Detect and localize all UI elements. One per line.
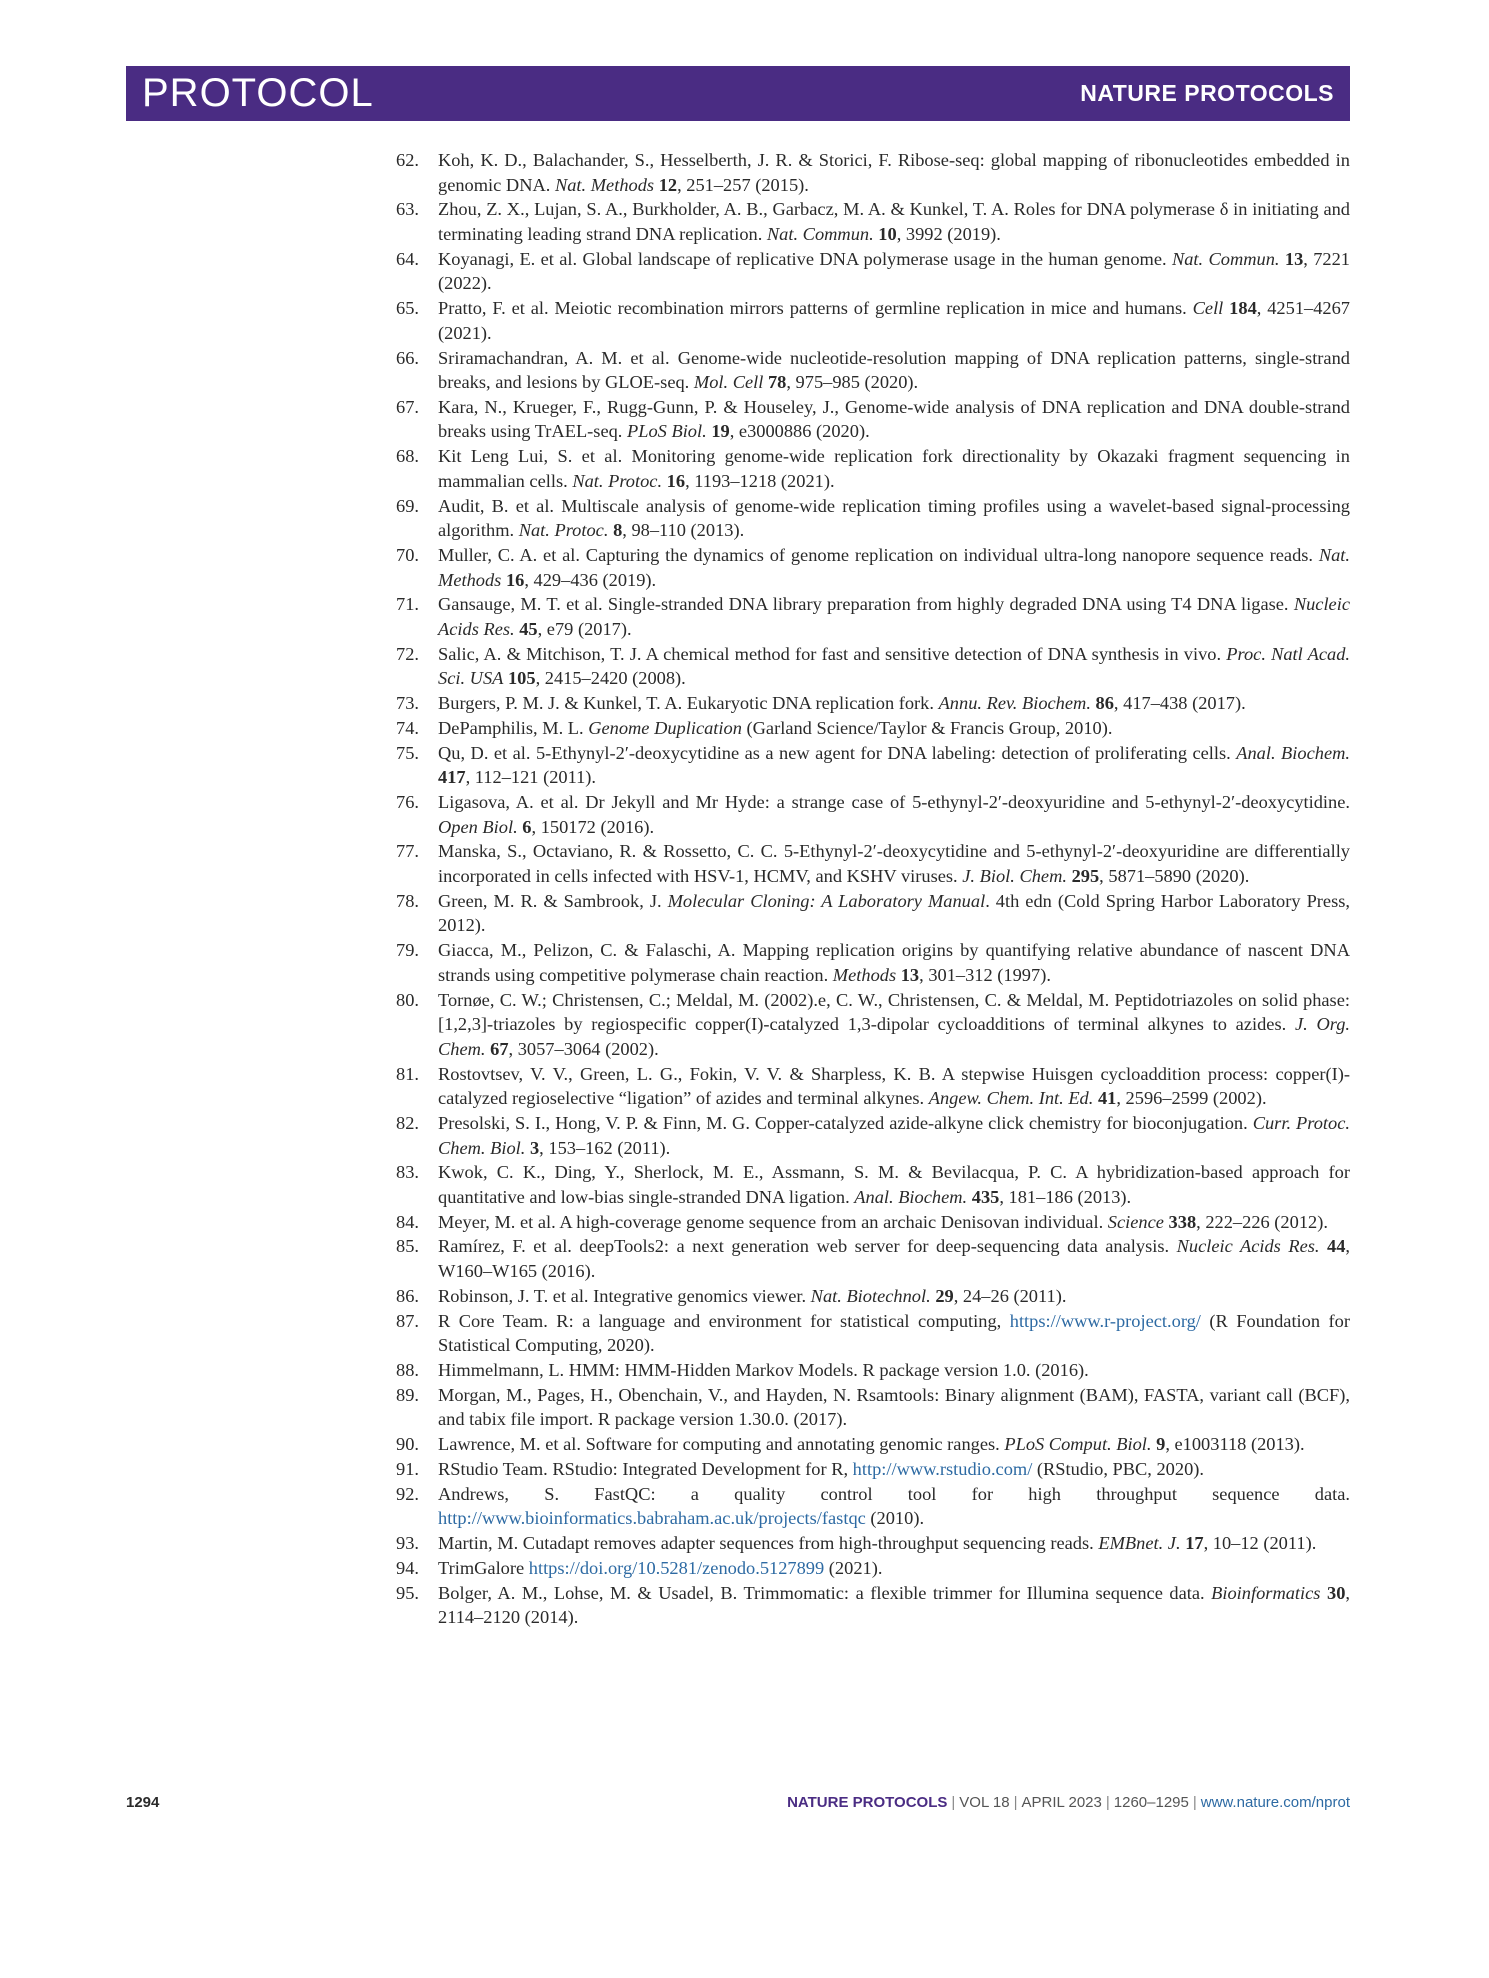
reference-number: 85. bbox=[396, 1236, 419, 1257]
volume-number: 13 bbox=[900, 964, 920, 985]
journal-title: PLoS Comput. Biol. bbox=[1004, 1434, 1152, 1455]
reference-number: 75. bbox=[396, 742, 419, 763]
footer-pages: 1260–1295 bbox=[1113, 1794, 1189, 1811]
reference-text: Morgan, M., Pages, H., Obenchain, V., and Hayden, N. Rsamtools: Binary alignment (BAM), FASTA, variant call (BCF), and tabix file import. R package version 1.30.0. (2017). bbox=[438, 1384, 1350, 1430]
reference-text: Muller, C. A. et al. Capturing the dynamics of genome replication on individual ultra-long nanopore sequence reads. bbox=[438, 545, 1319, 565]
volume-number: 10 bbox=[878, 223, 897, 244]
journal-title: PLoS Biol. bbox=[627, 421, 707, 442]
journal-title: Annu. Rev. Biochem. bbox=[938, 693, 1091, 714]
reference-text: (Garland Science/Taylor & Francis Group, 2010). bbox=[741, 717, 1113, 738]
volume-number: 3 bbox=[529, 1137, 540, 1158]
reference-text: , 417–438 (2017). bbox=[1113, 693, 1246, 714]
volume-number: 8 bbox=[613, 520, 623, 541]
volume-number: 295 bbox=[1071, 866, 1100, 887]
reference-text: Himmelmann, L. HMM: HMM-Hidden Markov Models. R package version 1.0. (2016). bbox=[438, 1359, 1089, 1380]
reference-number: 69. bbox=[396, 495, 419, 516]
reference-text: , 10–12 (2011). bbox=[1203, 1533, 1317, 1554]
reference-item bbox=[396, 1111, 1350, 1160]
reference-text bbox=[1320, 1236, 1328, 1256]
reference-number: 67. bbox=[396, 396, 419, 417]
reference-text: , e79 (2017). bbox=[537, 618, 632, 639]
reference-text: , 975–985 (2020). bbox=[786, 372, 919, 393]
reference-text: , 222–226 (2012). bbox=[1196, 1211, 1328, 1232]
reference-text: Rostovtsev, V. V., Green, L. G., Fokin, V. V. & Sharpless, K. B. A stepwise Huisgen cycloaddition process: copper(I)-catalyzed regioselective “ligation” of azides and terminal alkynes. bbox=[438, 1063, 1350, 1109]
reference-text: Sriramachandran, A. M. et al. Genome-wide nucleotide-resolution mapping of DNA replication patterns, single-strand breaks, and lesions by GLOE-seq. bbox=[438, 347, 1350, 393]
reference-link[interactable]: https://www.r-project.org/ bbox=[1009, 1310, 1201, 1331]
journal-title: Cell bbox=[1192, 298, 1224, 319]
volume-number: 105 bbox=[507, 668, 536, 689]
reference-number: 93. bbox=[396, 1533, 419, 1554]
volume-number: 17 bbox=[1185, 1533, 1204, 1554]
reference-text: Giacca, M., Pelizon, C. & Falaschi, A. Mapping replication origins by quantifying relative abundance of nascent DNA strands using competitive polymerase chain reaction. bbox=[438, 940, 1350, 985]
reference-item bbox=[396, 839, 1350, 888]
reference-text: Salic, A. & Mitchison, T. J. A chemical method for fast and sensitive detection of DNA synthesis in vivo. bbox=[438, 643, 1227, 664]
reference-item bbox=[396, 1309, 1350, 1358]
reference-text: Gansauge, M. T. et al. Single-stranded DNA library preparation from highly degraded DNA using T4 DNA ligase. bbox=[438, 594, 1294, 615]
reference-text: Kara, N., Krueger, F., Rugg-Gunn, P. & Houseley, J., Genome-wide analysis of DNA replication and DNA double-strand breaks using TrAEL-seq. bbox=[438, 396, 1350, 442]
journal-title: Nat. Biotechnol. bbox=[810, 1285, 931, 1306]
reference-link[interactable]: http://www.rstudio.com/ bbox=[852, 1458, 1033, 1479]
reference-item bbox=[396, 889, 1350, 938]
reference-number: 79. bbox=[396, 940, 419, 961]
volume-number: 16 bbox=[666, 470, 686, 491]
reference-number: 70. bbox=[396, 545, 419, 565]
reference-number: 89. bbox=[396, 1384, 419, 1405]
journal-title: Nucleic Acids Res. bbox=[438, 594, 1350, 639]
reference-number: 84. bbox=[396, 1211, 419, 1232]
reference-text: Qu, D. et al. 5-Ethynyl-2′-deoxycytidine as a new agent for DNA labeling: detection of proliferating cells. bbox=[438, 742, 1237, 763]
reference-text: . 4th edn (Cold Spring Harbor Laboratory Press, 2012). bbox=[438, 890, 1350, 936]
reference-number: 86. bbox=[396, 1285, 419, 1306]
volume-number: 30 bbox=[1327, 1582, 1346, 1603]
reference-text: , 2114–2120 (2014). bbox=[438, 1582, 1350, 1628]
journal-title: Nucleic Acids Res. bbox=[1176, 1236, 1320, 1257]
reference-text: (RStudio, PBC, 2020). bbox=[1032, 1458, 1204, 1479]
footer-url[interactable]: www.nature.com/nprot bbox=[1200, 1794, 1350, 1811]
reference-text: RStudio Team. RStudio: Integrated Development for R, bbox=[438, 1458, 853, 1479]
footer-volume: VOL 18 bbox=[959, 1794, 1010, 1811]
reference-text: , 98–110 (2013). bbox=[622, 520, 745, 541]
reference-text: TrimGalore bbox=[438, 1557, 529, 1578]
journal-title: Molecular Cloning: A Laboratory Manual bbox=[667, 890, 986, 911]
section-label: PROTOCOL bbox=[142, 71, 374, 115]
reference-number: 78. bbox=[396, 890, 419, 911]
volume-number: 435 bbox=[971, 1186, 1000, 1207]
reference-text: R Core Team. R: a language and environment for statistical computing, bbox=[438, 1310, 1010, 1331]
reference-item bbox=[396, 938, 1350, 987]
reference-number: 71. bbox=[396, 594, 419, 615]
journal-title: Curr. Protoc. Chem. Biol. bbox=[438, 1112, 1350, 1158]
reference-number: 80. bbox=[396, 989, 419, 1010]
volume-number: 41 bbox=[1097, 1088, 1117, 1109]
reference-text: , 3992 (2019). bbox=[896, 223, 1001, 244]
reference-item bbox=[396, 197, 1350, 246]
reference-link[interactable]: https://doi.org/10.5281/zenodo.5127899 bbox=[528, 1557, 825, 1578]
reference-number: 65. bbox=[396, 298, 419, 319]
journal-title: J. Biol. Chem. bbox=[962, 866, 1067, 887]
reference-text: , 1193–1218 (2021). bbox=[685, 470, 835, 491]
reference-link[interactable]: http://www.bioinformatics.babraham.ac.uk/projects/fastqc bbox=[438, 1508, 866, 1529]
reference-text: Burgers, P. M. J. & Kunkel, T. A. Eukaryotic DNA replication fork. bbox=[438, 693, 939, 714]
reference-text: , 24–26 (2011). bbox=[953, 1285, 1067, 1306]
volume-number: 78 bbox=[767, 372, 787, 393]
reference-item bbox=[396, 494, 1350, 543]
reference-item bbox=[396, 1210, 1350, 1235]
reference-item bbox=[396, 741, 1350, 790]
reference-text: DePamphilis, M. L. bbox=[438, 717, 589, 738]
reference-text: (R Foundation for Statistical Computing, 2020). bbox=[438, 1310, 1350, 1356]
journal-title: Nat. Methods bbox=[554, 174, 655, 195]
volume-number: 13 bbox=[1284, 248, 1304, 269]
reference-number: 88. bbox=[396, 1359, 419, 1380]
reference-item bbox=[396, 1062, 1350, 1111]
reference-number: 94. bbox=[396, 1557, 419, 1578]
journal-title: Nat. Methods bbox=[438, 545, 1350, 590]
reference-number: 64. bbox=[396, 248, 419, 269]
reference-item bbox=[396, 395, 1350, 444]
reference-item bbox=[396, 296, 1350, 345]
reference-text: Ramírez, F. et al. deepTools2: a next generation web server for deep-sequencing data analysis. bbox=[438, 1236, 1177, 1257]
reference-number: 83. bbox=[396, 1162, 419, 1183]
page-footer bbox=[126, 1794, 1350, 1818]
reference-number: 63. bbox=[396, 199, 419, 220]
journal-name: NATURE PROTOCOLS bbox=[1080, 80, 1334, 106]
journal-title: Mol. Cell bbox=[693, 372, 764, 393]
reference-text: , e1003118 (2013). bbox=[1165, 1434, 1305, 1455]
reference-number: 92. bbox=[396, 1483, 419, 1504]
reference-item bbox=[396, 1556, 1350, 1581]
reference-number: 77. bbox=[396, 841, 419, 862]
volume-number: 86 bbox=[1095, 693, 1114, 714]
reference-item bbox=[396, 444, 1350, 493]
reference-text: , 7221 (2022). bbox=[438, 248, 1350, 294]
journal-title: Genome Duplication bbox=[588, 717, 742, 738]
volume-number: 9 bbox=[1156, 1434, 1166, 1455]
reference-text: , W160–W165 (2016). bbox=[438, 1236, 1351, 1282]
journal-title: Anal. Biochem. bbox=[1236, 742, 1350, 763]
journal-title: Nat. Protoc. bbox=[572, 470, 663, 491]
reference-item bbox=[396, 1160, 1350, 1209]
reference-text: , 2415–2420 (2008). bbox=[535, 668, 686, 689]
reference-text: , 5871–5890 (2020). bbox=[1099, 866, 1250, 887]
reference-item bbox=[396, 148, 1350, 197]
reference-text: Pratto, F. et al. Meiotic recombination mirrors patterns of germline replication in mice and humans. bbox=[438, 298, 1193, 319]
reference-item bbox=[396, 592, 1350, 641]
reference-text: , 3057–3064 (2002). bbox=[508, 1038, 659, 1059]
journal-title: EMBnet. J. bbox=[1098, 1533, 1181, 1554]
reference-text: Ligasova, A. et al. Dr Jekyll and Mr Hyde: a strange case of 5-ethynyl-2′-deoxyuridine and 5-ethynyl-2′-deoxycytidine. bbox=[438, 792, 1350, 813]
reference-number: 82. bbox=[396, 1112, 419, 1133]
reference-number: 66. bbox=[396, 347, 419, 368]
reference-item bbox=[396, 642, 1350, 691]
journal-title: J. Org. Chem. bbox=[438, 1014, 1350, 1059]
reference-text: Green, M. R. & Sambrook, J. bbox=[438, 890, 668, 911]
reference-text: Audit, B. et al. Multiscale analysis of genome-wide replication timing profiles using a wavelet-based signal-processing algorithm. bbox=[438, 495, 1350, 541]
reference-number: 62. bbox=[396, 150, 419, 170]
reference-item bbox=[396, 1358, 1350, 1383]
reference-number: 76. bbox=[396, 792, 419, 813]
reference-text: Kit Leng Lui, S. et al. Monitoring genome-wide replication fork directionality by Okazaki fragment sequencing in mammalian cells. bbox=[438, 446, 1350, 491]
journal-title: Nat. Commun. bbox=[766, 223, 874, 244]
volume-number: 19 bbox=[711, 421, 730, 442]
volume-number: 338 bbox=[1168, 1211, 1197, 1232]
reference-list bbox=[396, 148, 1350, 1630]
journal-title: Angew. Chem. Int. Ed. bbox=[928, 1088, 1094, 1109]
reference-item bbox=[396, 1383, 1350, 1432]
reference-text: , 112–121 (2011). bbox=[465, 767, 597, 788]
volume-number: 6 bbox=[522, 816, 532, 837]
reference-text: Meyer, M. et al. A high-coverage genome sequence from an archaic Denisovan individual. bbox=[438, 1211, 1108, 1232]
reference-text: , 2596–2599 (2002). bbox=[1116, 1088, 1267, 1109]
journal-title: Proc. Natl Acad. Sci. USA bbox=[438, 643, 1350, 689]
reference-text: , e3000886 (2020). bbox=[729, 421, 870, 442]
journal-title: Science bbox=[1107, 1211, 1164, 1232]
volume-number: 184 bbox=[1229, 298, 1257, 319]
reference-item bbox=[396, 1531, 1350, 1556]
reference-text: Presolski, S. I., Hong, V. P. & Finn, M. G. Copper-catalyzed azide-alkyne click chemistry for bioconjugation. bbox=[438, 1112, 1253, 1133]
volume-number: 44 bbox=[1327, 1236, 1346, 1257]
volume-number: 12 bbox=[658, 174, 678, 195]
reference-item bbox=[396, 691, 1350, 716]
page-header bbox=[126, 66, 1350, 121]
reference-item bbox=[396, 1457, 1350, 1482]
reference-text: , 181–186 (2013). bbox=[999, 1186, 1132, 1207]
reference-text: Andrews, S. FastQC: a quality control tool for high throughput sequence data. bbox=[438, 1483, 1350, 1504]
reference-number: 72. bbox=[396, 643, 419, 664]
journal-title: Methods bbox=[832, 964, 897, 985]
reference-number: 95. bbox=[396, 1582, 419, 1603]
volume-number: 67 bbox=[490, 1038, 509, 1059]
journal-title: Anal. Biochem. bbox=[854, 1186, 968, 1207]
reference-text: , 150172 (2016). bbox=[531, 816, 655, 837]
reference-number: 74. bbox=[396, 717, 419, 738]
reference-text: Tornøe, C. W.; Christensen, C.; Meldal, M. (2002).e, C. W., Christensen, C. & Meldal, M. Peptidotriazoles on solid phase: [1,2,3]-triazoles by regiospecific copper(I)-catalyzed 1,3-dipolar cycloadditions of terminal alkynes to azides. bbox=[438, 989, 1350, 1035]
reference-item bbox=[396, 543, 1350, 592]
reference-text: Koyanagi, E. et al. Global landscape of replicative DNA polymerase usage in the human genome. bbox=[438, 248, 1172, 269]
reference-item bbox=[396, 247, 1350, 296]
reference-item bbox=[396, 1432, 1350, 1457]
reference-item bbox=[396, 1284, 1350, 1309]
reference-text: , 251–257 (2015). bbox=[677, 174, 809, 195]
footer-citation: NATURE PROTOCOLS | VOL 18 | APRIL 2023 | 1260–1295 | www.nature.com/nprot bbox=[787, 1794, 1350, 1811]
footer-date: APRIL 2023 bbox=[1021, 1794, 1102, 1811]
reference-item bbox=[396, 790, 1350, 839]
reference-item bbox=[396, 1234, 1350, 1283]
reference-number: 90. bbox=[396, 1434, 419, 1455]
journal-title: Nat. Protoc. bbox=[518, 520, 609, 541]
reference-item bbox=[396, 346, 1350, 395]
reference-text: Martin, M. Cutadapt removes adapter sequences from high-throughput sequencing reads. bbox=[438, 1533, 1099, 1554]
reference-text: Lawrence, M. et al. Software for computing and annotating genomic ranges. bbox=[438, 1434, 1005, 1455]
reference-text: , 153–162 (2011). bbox=[539, 1137, 671, 1158]
reference-text: Bolger, A. M., Lohse, M. & Usadel, B. Trimmomatic: a flexible trimmer for Illumina sequence data. bbox=[438, 1582, 1212, 1603]
reference-item bbox=[396, 1482, 1350, 1531]
volume-number: 45 bbox=[519, 618, 538, 639]
reference-text: Koh, K. D., Balachander, S., Hesselberth, J. R. & Storici, F. Ribose-seq: global mapping of ribonucleotides embedded in genomic DNA. bbox=[438, 150, 1350, 195]
reference-number: 91. bbox=[396, 1458, 419, 1479]
volume-number: 16 bbox=[505, 569, 525, 590]
reference-text: Robinson, J. T. et al. Integrative genomics viewer. bbox=[438, 1285, 811, 1306]
journal-title: Open Biol. bbox=[438, 816, 518, 837]
reference-item bbox=[396, 716, 1350, 741]
journal-title: Nat. Commun. bbox=[1171, 248, 1280, 269]
reference-text: (2021). bbox=[824, 1557, 883, 1578]
reference-number: 68. bbox=[396, 446, 419, 467]
reference-text: , 429–436 (2019). bbox=[524, 569, 657, 590]
reference-number: 87. bbox=[396, 1310, 419, 1331]
reference-item bbox=[396, 1581, 1350, 1630]
reference-text: , 301–312 (1997). bbox=[919, 964, 1051, 985]
reference-text: Zhou, Z. X., Lujan, S. A., Burkholder, A. B., Garbacz, M. A. & Kunkel, T. A. Roles for DNA polymerase δ in initiating and terminating leading strand DNA replication. bbox=[438, 199, 1350, 244]
reference-text: (2010). bbox=[865, 1508, 925, 1529]
reference-number: 73. bbox=[396, 693, 419, 714]
footer-journal: NATURE PROTOCOLS bbox=[787, 1794, 948, 1811]
reference-text: Manska, S., Octaviano, R. & Rossetto, C. C. 5-Ethynyl-2′-deoxycytidine and 5-ethynyl-2′-deoxyuridine are differentially incorporated in cells infected with HSV-1, HCMV, and KSHV viruses. bbox=[438, 841, 1350, 887]
reference-text: Kwok, C. K., Ding, Y., Sherlock, M. E., Assmann, S. M. & Bevilacqua, P. C. A hybridization-based approach for quantitative and low-bias single-stranded DNA ligation. bbox=[438, 1162, 1350, 1207]
reference-text: , 4251–4267 (2021). bbox=[438, 298, 1350, 343]
reference-item bbox=[396, 988, 1350, 1062]
volume-number: 417 bbox=[438, 767, 466, 788]
volume-number: 29 bbox=[935, 1285, 954, 1306]
page-number: 1294 bbox=[126, 1794, 160, 1811]
reference-number: 81. bbox=[396, 1063, 419, 1084]
journal-title: Bioinformatics bbox=[1211, 1582, 1321, 1603]
